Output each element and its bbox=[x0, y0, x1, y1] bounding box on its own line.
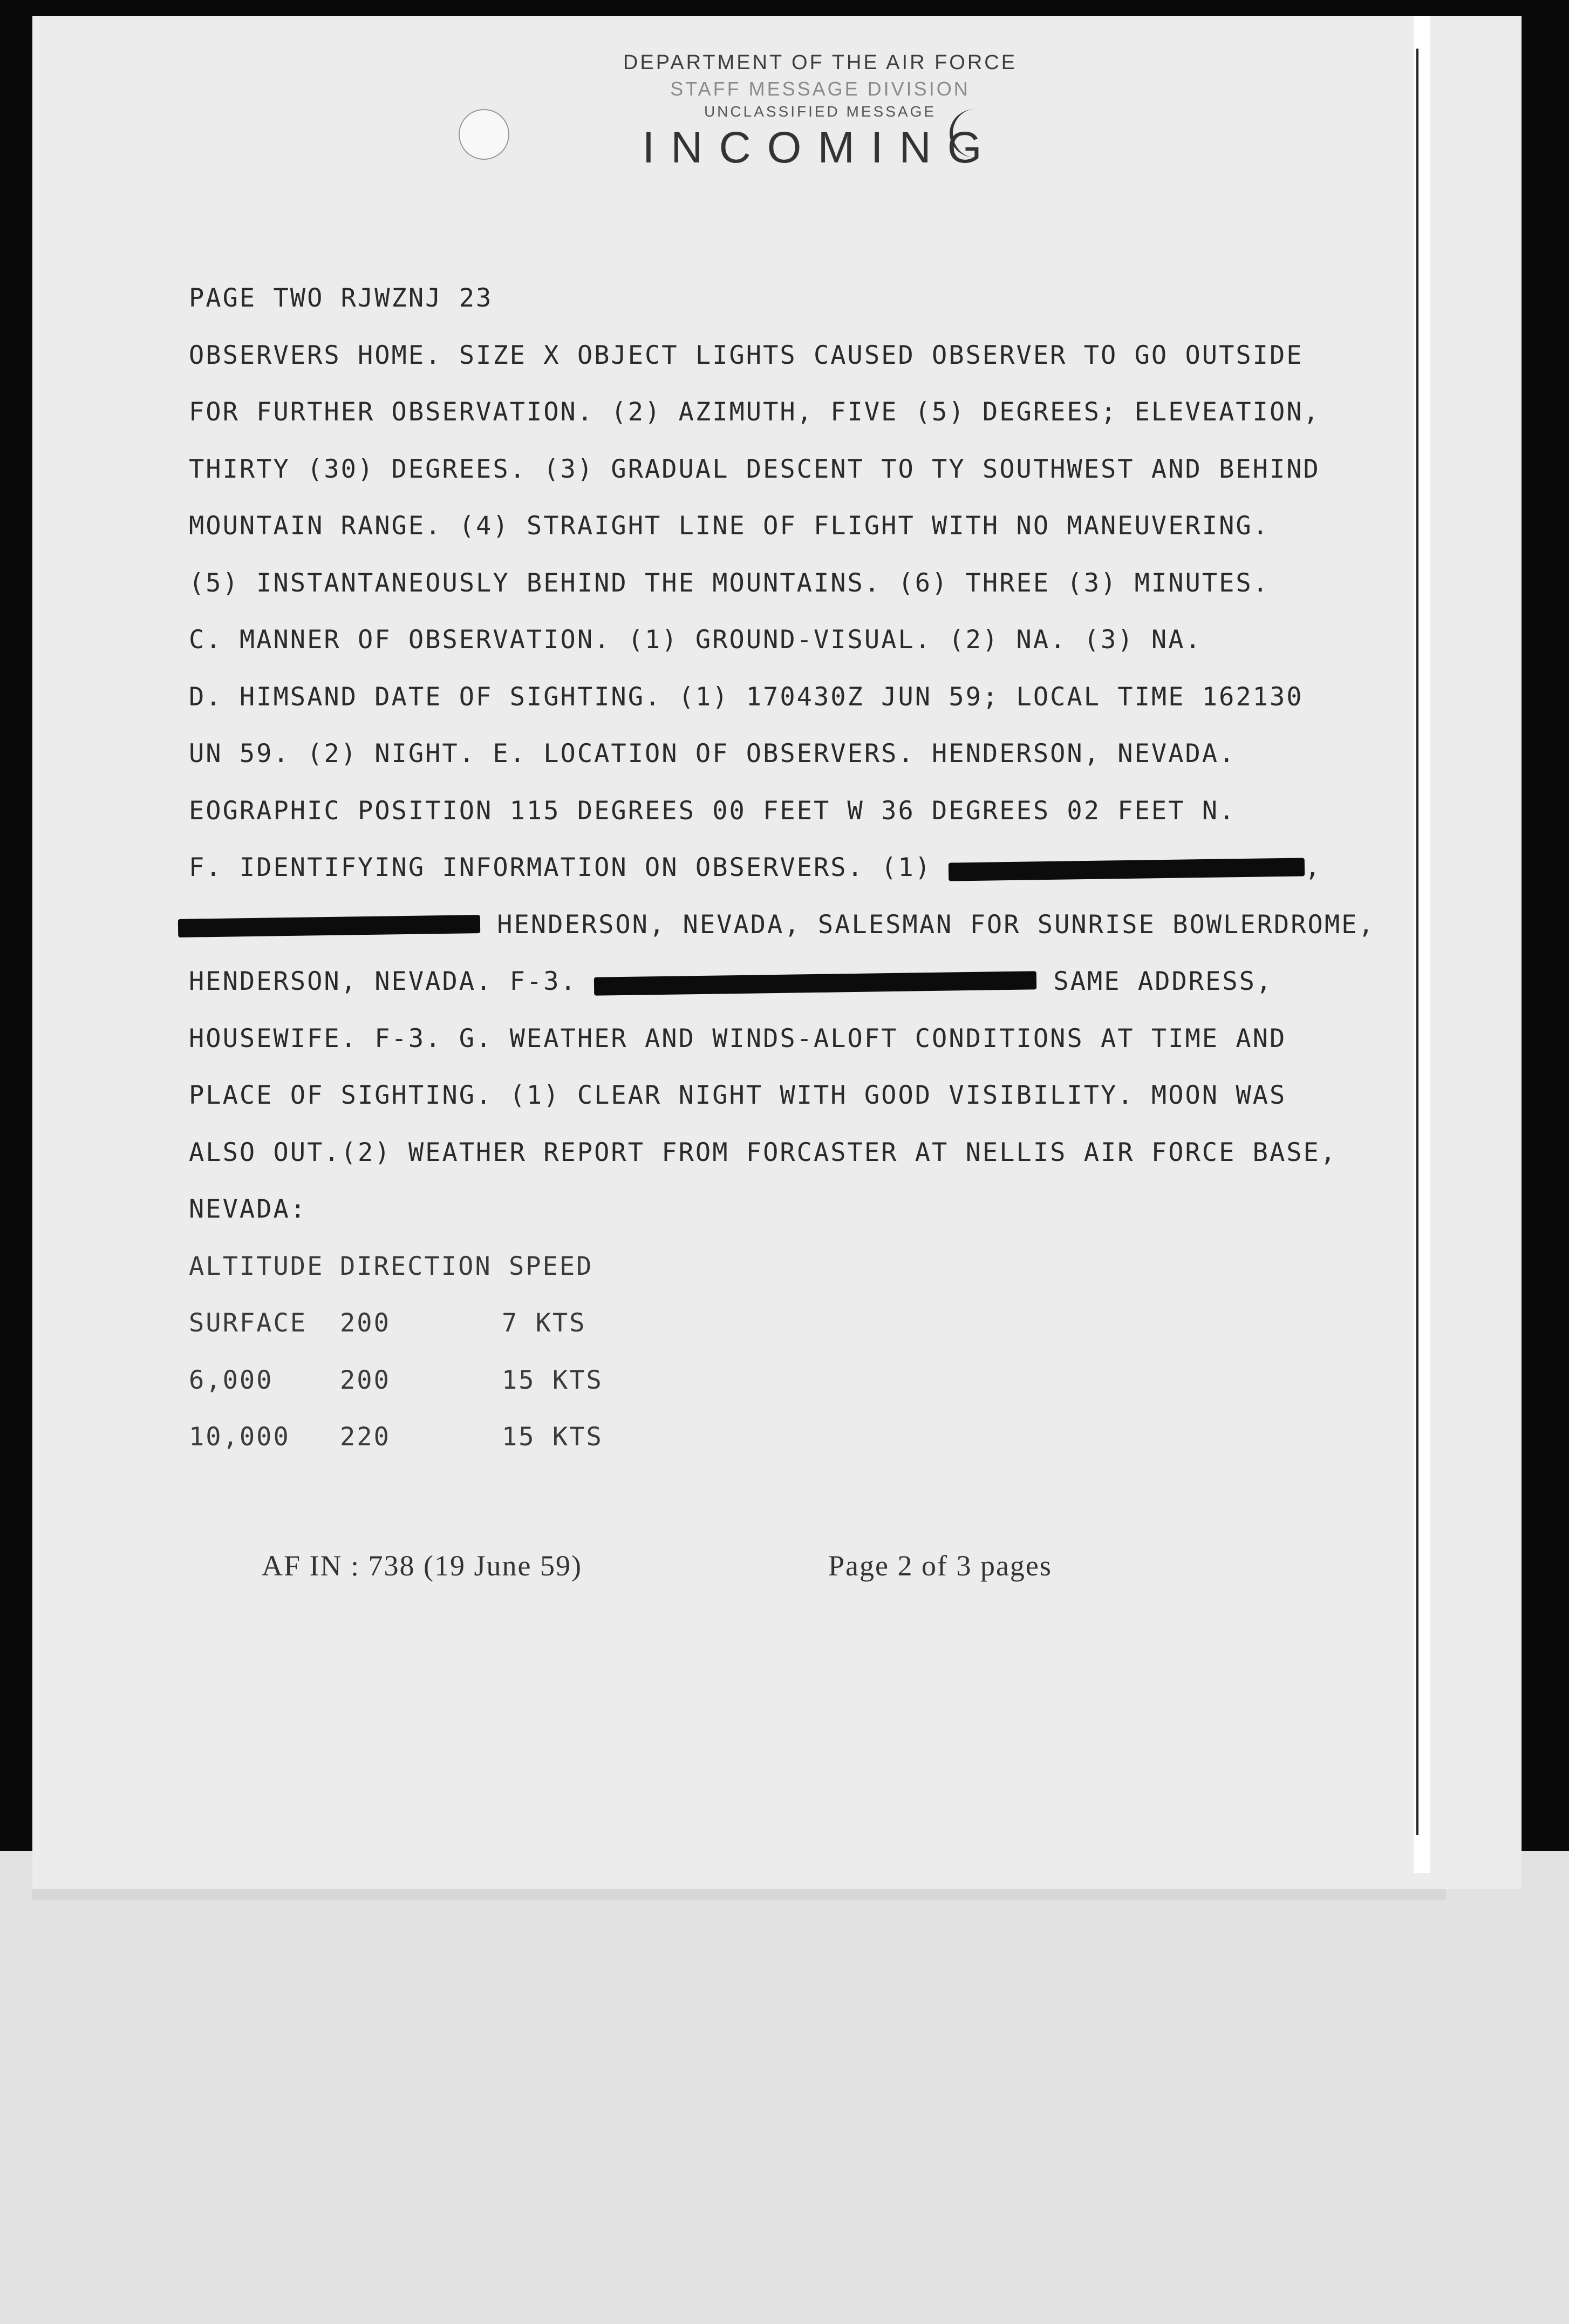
body-line: (5) INSTANTANEOUSLY BEHIND THE MOUNTAINS. (6) THREE (3) MINUTES. bbox=[189, 568, 1270, 598]
weather-header-speed: SPEED bbox=[508, 1251, 594, 1281]
weather-header-direction: DIRECTION bbox=[340, 1251, 492, 1281]
message-header bbox=[615, 49, 1025, 174]
header-division: STAFF MESSAGE DIVISION bbox=[670, 78, 970, 100]
header-department: DEPARTMENT OF THE AIR FORCE bbox=[623, 51, 1018, 74]
redaction-bar bbox=[594, 971, 1036, 995]
weather-header-altitude: ALTITUDE bbox=[189, 1251, 324, 1281]
page-count: Page 2 of 3 pages bbox=[828, 1550, 1052, 1582]
punch-hole-icon bbox=[459, 109, 509, 160]
body-line: PAGE TWO RJWZNJ 23 bbox=[189, 283, 493, 313]
message-body bbox=[189, 270, 1430, 1466]
identifying-text: HENDERSON, NEVADA, SALESMAN FOR SUNRISE BOWLERDROME, bbox=[480, 909, 1375, 940]
weather-cell-altitude: 6,000 bbox=[189, 1365, 274, 1395]
body-line: PLACE OF SIGHTING. (1) CLEAR NIGHT WITH GOOD VISIBILITY. MOON WAS bbox=[189, 1081, 1287, 1110]
body-line: EOGRAPHIC POSITION 115 DEGREES 00 FEET W 36 DEGREES 02 FEET N. bbox=[189, 796, 1236, 826]
af-in-number: AF IN : 738 (19 June 59) bbox=[262, 1550, 582, 1582]
identifying-line-3 bbox=[189, 953, 1430, 1010]
weather-cell-altitude: 10,000 bbox=[189, 1422, 290, 1452]
weather-cell-speed: 15 KTS bbox=[502, 1365, 603, 1395]
body-line: FOR FURTHER OBSERVATION. (2) AZIMUTH, FIVE (5) DEGREES; ELEVEATION, bbox=[189, 397, 1320, 427]
identifying-text: , bbox=[1305, 853, 1322, 882]
weather-table-row bbox=[189, 1409, 1430, 1466]
weather-cell-speed: 15 KTS bbox=[502, 1422, 603, 1452]
body-line: C. MANNER OF OBSERVATION. (1) GROUND-VISUAL. (2) NA. (3) NA. bbox=[189, 625, 1202, 655]
identifying-line-1 bbox=[189, 839, 1430, 896]
body-line: ALSO OUT.(2) WEATHER REPORT FROM FORCASTER AT NELLIS AIR FORCE BASE, bbox=[189, 1137, 1338, 1167]
weather-table-row bbox=[189, 1352, 1430, 1409]
identifying-text: F. IDENTIFYING INFORMATION ON OBSERVERS. (1) bbox=[189, 853, 949, 882]
body-line: D. HIMSAND DATE OF SIGHTING. (1) 170430Z JUN 59; LOCAL TIME 162130 bbox=[189, 682, 1304, 712]
weather-table-header bbox=[189, 1238, 1430, 1295]
identifying-text: HENDERSON, NEVADA. F-3. bbox=[189, 967, 595, 996]
weather-cell-direction: 220 bbox=[340, 1422, 391, 1452]
body-line: OBSERVERS HOME. SIZE X OBJECT LIGHTS CAUSED OBSERVER TO GO OUTSIDE bbox=[189, 340, 1304, 370]
redaction-bar bbox=[949, 858, 1305, 881]
message-footer bbox=[262, 1549, 1052, 1582]
body-line: THIRTY (30) DEGREES. (3) GRADUAL DESCENT TO TY SOUTHWEST AND BEHIND bbox=[189, 454, 1320, 484]
weather-cell-speed: 7 KTS bbox=[502, 1308, 586, 1338]
body-line: HOUSEWIFE. F-3. G. WEATHER AND WINDS-ALOFT CONDITIONS AT TIME AND bbox=[189, 1023, 1287, 1054]
weather-cell-altitude: SURFACE bbox=[189, 1308, 308, 1338]
document-page bbox=[32, 16, 1522, 1889]
identifying-line-2 bbox=[189, 896, 1430, 954]
identifying-text: SAME ADDRESS, bbox=[1036, 967, 1273, 996]
header-classification: UNCLASSIFIED MESSAGE bbox=[704, 103, 937, 120]
weather-table-row bbox=[189, 1295, 1430, 1352]
background-sheet bbox=[0, 1851, 1569, 2324]
weather-cell-direction: 200 bbox=[340, 1308, 391, 1338]
redaction-bar bbox=[178, 915, 480, 937]
header-incoming: INCOMING bbox=[642, 123, 998, 172]
body-line: MOUNTAIN RANGE. (4) STRAIGHT LINE OF FLIGHT WITH NO MANEUVERING. bbox=[189, 511, 1270, 541]
body-line: NEVADA: bbox=[189, 1194, 308, 1224]
body-line: UN 59. (2) NIGHT. E. LOCATION OF OBSERVERS. HENDERSON, NEVADA. bbox=[189, 739, 1236, 769]
weather-cell-direction: 200 bbox=[340, 1365, 391, 1395]
